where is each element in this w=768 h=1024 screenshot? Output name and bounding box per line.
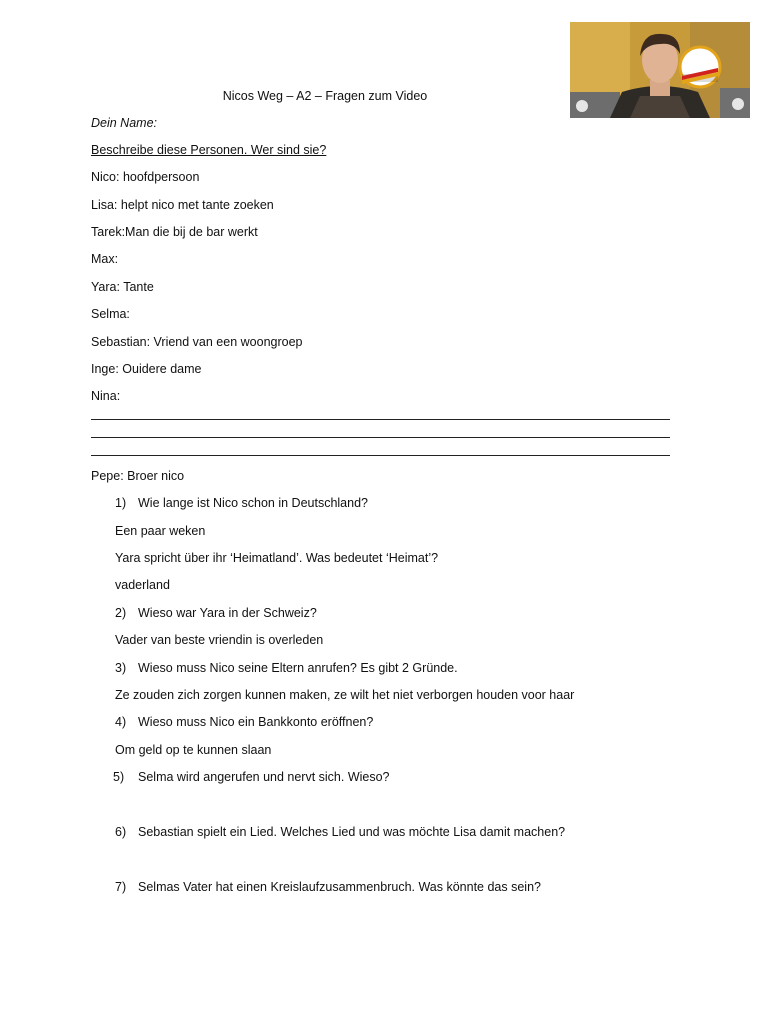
question-text: Selma wird angerufen und nervt sich. Wieso? [138,770,390,784]
question-number: 6) [115,825,127,839]
answer-text: Om geld op te kunnen slaan [115,743,272,757]
person-entry: Max: [91,252,119,266]
worksheet-title: Nicos Weg – A2 – Fragen zum Video [222,89,428,103]
person-entry: Inge: Ouidere dame [91,362,202,376]
person-entry: Sebastian: Vriend van een woongroep [91,335,303,349]
answer-line [91,419,670,420]
person-entry: Yara: Tante [91,280,154,294]
person-entry: Tarek:Man die bij de bar werkt [91,225,258,239]
question-number: 1) [115,496,127,510]
question-number: 5) [113,770,125,784]
question-number: 7) [115,880,127,894]
question-number: 2) [115,606,127,620]
question-text: Yara spricht über ihr ‘Heimatland’. Was bedeutet ‘Heimat’? [115,551,439,565]
person-entry: Nico: hoofdpersoon [91,170,200,184]
question-text: Wie lange ist Nico schon in Deutschland? [138,496,368,510]
answer-text: Ze zouden zich zorgen kunnen maken, ze wilt het niet verborgen houden voor haar [115,688,575,702]
answer-text: Een paar weken [115,524,206,538]
name-label: Dein Name: [91,116,157,130]
answer-line [91,437,670,438]
question-text: Selmas Vater hat einen Kreislaufzusammenbruch. Was könnte das sein? [138,880,541,894]
answer-text: vaderland [115,578,170,592]
question-text: Wieso muss Nico seine Eltern anrufen? Es gibt 2 Gründe. [138,661,458,675]
person-entry: Lisa: helpt nico met tante zoeken [91,198,274,212]
person-entry: Selma: [91,307,130,321]
question-text: Sebastian spielt ein Lied. Welches Lied und was möchte Lisa damit machen? [138,825,566,839]
section-heading: Beschreibe diese Personen. Wer sind sie? [91,143,327,157]
answer-line [91,455,670,456]
question-text: Wieso muss Nico ein Bankkonto eröffnen? [138,715,374,729]
person-entry: Pepe: Broer nico [91,469,185,483]
person-entry: Nina: [91,389,121,403]
question-text: Wieso war Yara in der Schweiz? [138,606,317,620]
question-number: 4) [115,715,127,729]
answer-text: Vader van beste vriendin is overleden [115,633,324,647]
question-number: 3) [115,661,127,675]
